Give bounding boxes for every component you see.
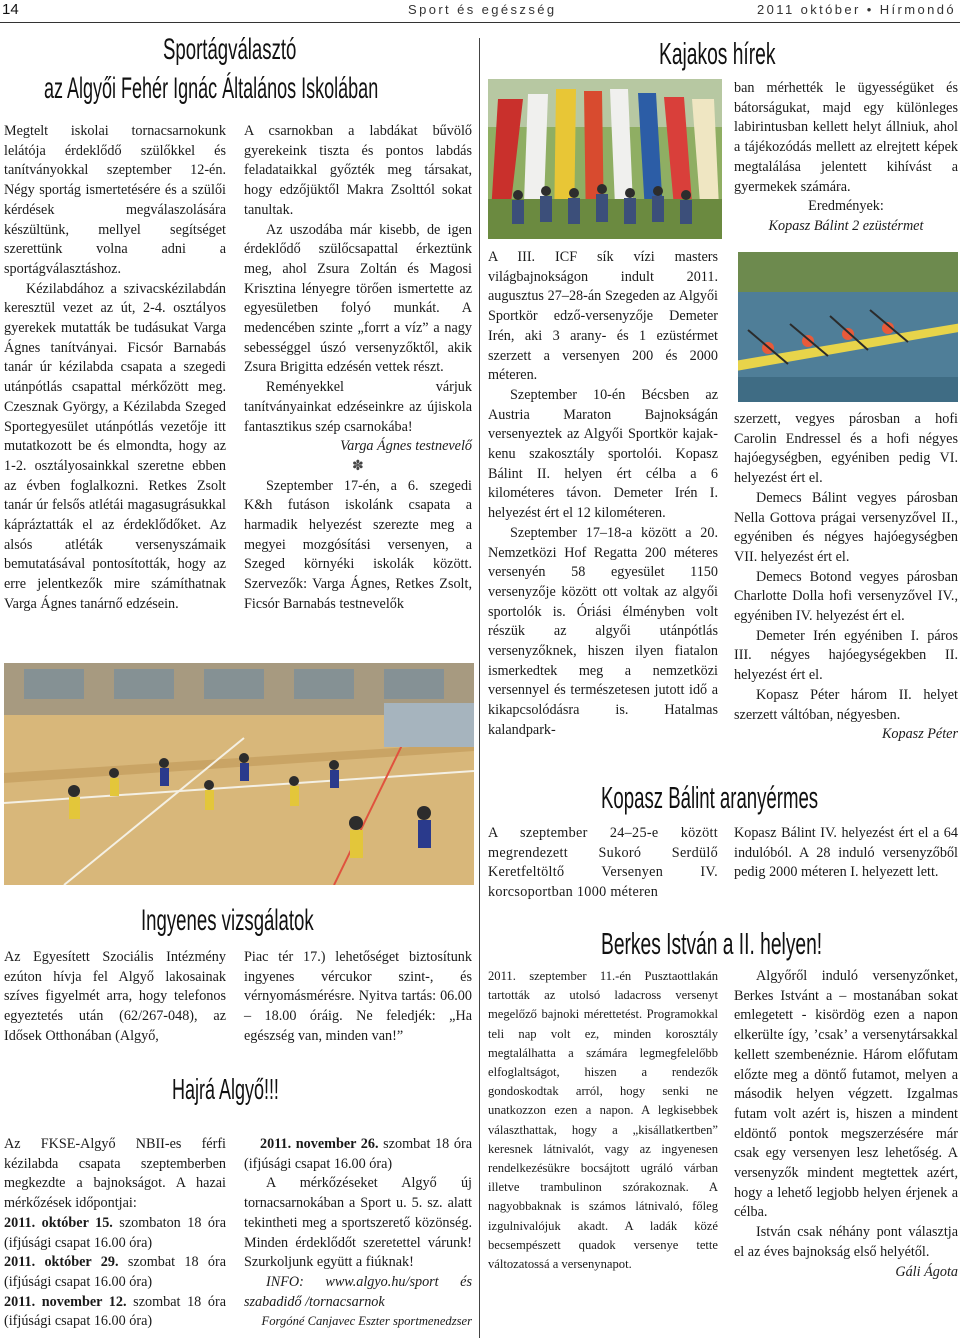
match-detail: szombat 18 óra (ifjúsági csapat 16.00 óra): [4, 1293, 226, 1330]
header-rule: [0, 22, 960, 23]
berkes-signature: Gáli Ágota: [895, 1263, 958, 1280]
berkes-paragraph: István csak néhány pont választja el az éves bajnokság első helyétől.: [734, 1224, 958, 1260]
match-item: [4, 1214, 226, 1253]
section-rubric: Sport és egészség: [408, 2, 557, 17]
kajak-column-2-bottom: [734, 410, 958, 745]
page-number: 14: [2, 1, 19, 18]
sport-paragraph: A csarnokban a labdákat bűvölő gyerekeink tiszta és pontos labdás feladataikkal győzték meg társakat, hogy edzőjüktől Makra Zsolttól sokat tanultak.: [244, 123, 472, 218]
sport-signature: Varga Ágnes testnevelő: [340, 438, 472, 455]
berkes-paragraph: Algyőről induló versenyzőnket, Berkes Istvánt a – mostanában sokat emlegetett - kisördög ezen a napon elkerülte így, ’csak’ a versenytársakkal kellett szembenéznie. Három előfutam előzte meg a döntő futamot, melyen a második helyen végzett. Izgalmas futam volt azért is, hiszen a mindent eldöntő pontok megszerzésére már csak egy versenyen lesz lehetőség. A versenyzők mindent megtettek azért, hogy a lehető legjobb helyen érjenek a célba.: [734, 968, 958, 1221]
sport-paragraph: Reményekkel várjuk tanítványainkat edzéseinkre az újiskola fantasztikus szép csarnokába!: [244, 379, 472, 435]
vizsgalat-paragraph: Az Egyesített Szociális Intézmény ezúton hívja fel Algyő lakosainak szíves figyelmét arra, hogy telefonos egyeztetés után (62/267-048), az Idősek Otthonában (Algyő,: [4, 949, 226, 1044]
vizsgalat-title: Ingyenes vizsgálatok: [141, 904, 314, 937]
match-item: [4, 1253, 226, 1292]
match-detail: szombat 18 óra (ifjúsági csapat 16.00 óra): [244, 1136, 472, 1172]
hajra-paragraph: A mérkőzéseket Algyő új tornacsarnokában a Sport u. 5. sz. alatt tekintheti meg a sportszerető közönség. Minden érdeklődőt szeretettel várunk! Szurkoljunk együtt a fiúknak!: [244, 1175, 472, 1271]
hajra-info: INFO: www.algyo.hu/sport és szabadidő /tornacsarnok: [244, 1273, 472, 1310]
kajak-paragraph: ban mérhették le ügyességüket és bátorságukat, majd egy különleges labirintusban kellett helyt állniuk, ahol a tájékozódás mellett az elrejtett képek megtalálása jelentett kihívást a gyermekek számára.: [734, 80, 958, 195]
kajak-signature: Kopasz Péter: [881, 726, 958, 743]
column-divider: [479, 38, 480, 1338]
hajra-signature: Forgóné Canjavec Eszter sportmenedzser: [261, 1314, 472, 1329]
aranyermes-column-1: [488, 824, 718, 903]
match-date: 2011. október 29.: [4, 1254, 119, 1271]
sport-paragraph: Szeptember 17-én, a 6. szegedi K&h futáson iskolánk csapata a harmadik helyezést szerezte meg a megyei mozgósítási versenyen, a Szeged környéki iskolák között. Szervezők: Varga Ágnes, Retkes Zsolt, Ficsór Barnabás testnevelők: [244, 477, 472, 612]
berkes-paragraph: 2011. szeptember 11.-én Pusztaottlakán tartották az utolsó ladacross versenyt megelőző bajnoki mérettetést. Programokkal teli nap volt ez, minden korosztály megtalálhatta a számára legmegfelelőbb elfoglaltságot, hiszen a rendezők gondoskodtak arról, hogy senki ne unatkozzon ezen a napon. A legkisebbek választhattak, hogy a „kisállatkertben” keresnek látnivalót, vagy az ingyenesen rendelkezésükre bocsájtott ugráló várban illetve trambulinon szórakoznak. A nagyobbaknak is számos látnivaló, főleg izgulnivalójuk akadt. A ladák közé becsempészett quadok versenye tette változatossá a versenynapot.: [488, 969, 718, 1272]
match-detail: szombaton 18 óra (ifjúsági csapat 16.00 óra): [4, 1214, 227, 1251]
hajra-column-2: [244, 1135, 472, 1332]
kajak-paragraph: Szeptember 17–18-a között a 20. Nemzetközi Hof Regatta 200 méteres versenyén 58 egyesület 1150 versenyzője között ott voltak az algyői sportolók is. Óriási élményben volt részük az algyői utánpótlás versenyzőknek, hiszen ilyen fiatalon ismerkedtek meg a nemzetközi versennyel és természetesen jutott idő a kikapcsolódásra is. Hatalmas kalandpark-: [488, 524, 718, 738]
berkes-column-1: [488, 967, 718, 1274]
vizsgalat-paragraph: Piac tér 17.) lehetőséget biztosítunk ingyenes vércukor szint-, és vérnyomásmérésre. Nyitva tartás: 06.00 – 18.00 óráig. Ne feledjék: „Ha egészség van, minden van!”: [244, 949, 472, 1044]
vizsgalat-column-1: [4, 948, 226, 1047]
sport-title-line2: az Algyői Fehér Ignác Általános Iskolában: [44, 72, 379, 105]
match-item: [244, 1135, 472, 1174]
berkes-column-2: [734, 967, 958, 1282]
hajra-intro: Az FKSE-Algyő NBII-es férfi kézilabda csapata szeptemberben megkezdte a bajnokságot. A hazai mérkőzések időpontjai:: [4, 1136, 226, 1212]
match-item: [4, 1293, 226, 1332]
kajak-title: Kajakos hírek: [659, 36, 776, 71]
kajak-paragraph: Demeter Irén egyéniben I. páros III. négyes hajóegységekben II. helyezést ért el.: [734, 627, 958, 684]
issue-label: 2011 október • Hírmondó: [757, 2, 956, 17]
kajak-paragraph: Szeptember 10-én Bécsben az Austria Maraton Bajnokságán versenyeztek az Algyői Sportkör kajak-kenu szakosztály sportolói. Kopasz Bálint II. helyen ért célba a 6 kilométeres távon. Demeter Irén I. helyezést ért el 12 kilométeren.: [488, 386, 718, 522]
handball-gym-photo: [4, 663, 474, 885]
hajra-column-1: [4, 1135, 226, 1332]
vizsgalat-column-2: [244, 948, 472, 1047]
aranyermes-paragraph: A szeptember 24–25-e között megrendezett Sukoró Serdülő Keretfeltöltő Versenyen IV. korcsoportban 1000 méteren: [488, 825, 718, 901]
results-label: Eredmények:: [808, 198, 884, 215]
aranyermes-column-2: [734, 824, 958, 883]
kajak-paragraph: Demecs Bálint vegyes párosban Nella Gottova prágai versenyzővel II., egyéniben és négyes hajóegységben VII. helyezést ért el.: [734, 489, 958, 565]
match-date: 2011. október 15.: [4, 1214, 113, 1231]
result-line: Kopasz Bálint 2 ezüstérmet: [768, 217, 924, 234]
kajak-column-1: [488, 248, 718, 741]
kajak-paragraph: Kopasz Péter három II. helyet szerzett váltóban, négyesben.: [734, 686, 958, 723]
sport-paragraph: Megtelt iskolai tornacsarnokunk lelátója érdeklődő szülőkkel és tanítványokkal szeptember 12-én. Négy sportág ismertetésére és a szülői kérdések megválaszolására készültünk, mellyel segítséget szerettünk volna adni a sportágválasztáshoz.: [4, 123, 226, 277]
kajak-paragraph: szerzett, vegyes párosban a hofi Carolin Endressel és a hofi négyes hajóegységben, egyéniben pedig VI. helyezést ért el.: [734, 411, 958, 487]
match-detail: szombat 18 óra (ifjúsági csapat 16.00 óra): [4, 1254, 226, 1290]
sport-column-2: [244, 122, 472, 615]
page-header: [0, 0, 960, 22]
hajra-title: Hajrá Algyő!!!: [172, 1074, 279, 1106]
match-date: 2011. november 26.: [260, 1136, 379, 1152]
aranyermes-title: Kopasz Bálint aranyérmes: [601, 780, 819, 815]
match-date: 2011. november 12.: [4, 1293, 127, 1310]
sport-paragraph: Kézilabdához a szivacskézilabdán keresztül vezet az út, 2-4. osztályos gyerekek mutatták be tudásukat Varga Ágnes tanítványai. Ficsór Barnabás tanár úr kézilabda csapata a szegedi utánpótlás csapattal mérkőzött meg. Czesznak György, a Kézilabda Szeged Sportegyesület utánpótlás vezetője itt mutatkozott be és elmondta, hogy az 1-2. osztályosainkkal szeretne ebben az évben foglalkozni. Retkes Zsolt tanár úr felsős atlétái magasugrásukkal kápráztatták el az érdeklődőket. Az alsós atléták versenyszámaik bemutatásával pontosították, hogy az erre jelentkezők mire számíthatnak Varga Ágnes tanárnő edzésein.: [4, 280, 226, 612]
sport-title-line1: Sportágválasztó: [163, 33, 297, 66]
sport-column-1: [4, 122, 226, 615]
kajak-paragraph: A III. ICF sík vízi masters világbajnokságon indult 2011. augusztus 27–28-án Szegeden az Algyői Sportkör edző-versenyzője Demeter Irén, aki 3 arany- és 1 ezüstérmet szerzett a versenyen 200 és 2000 méteren.: [488, 249, 718, 384]
kayak-race-photo: [738, 252, 958, 402]
kayak-team-photo: [488, 79, 722, 239]
berkes-title: Berkes István a II. helyen!: [601, 926, 823, 961]
kajak-paragraph: Demecs Botond vegyes párosban Charlotte Dolla hofi versenyzővel IV., egyéniben IV. helyezést ért el.: [734, 568, 958, 625]
kajak-column-2-top: [734, 79, 958, 237]
aranyermes-paragraph: Kopasz Bálint IV. helyezést ért el a 64 indulóból. A 28 induló versenyzőből pedig 2000 méteren I. helyezett lett.: [734, 825, 958, 881]
separator-ornament: ✽: [352, 457, 364, 474]
sport-paragraph: Az uszodába már kisebb, de igen érdeklődő szülőcsapattal érkeztünk meg, ahol Zsura Zoltán és Magosi Krisztina lényegre törően ismertette az egyesületben folyó munkát. A medencében szinte „forrt a víz” a nagy sebességgel úszó versenyzőktől, akik Zsura Brigitta edzésén vettek részt.: [244, 221, 472, 376]
